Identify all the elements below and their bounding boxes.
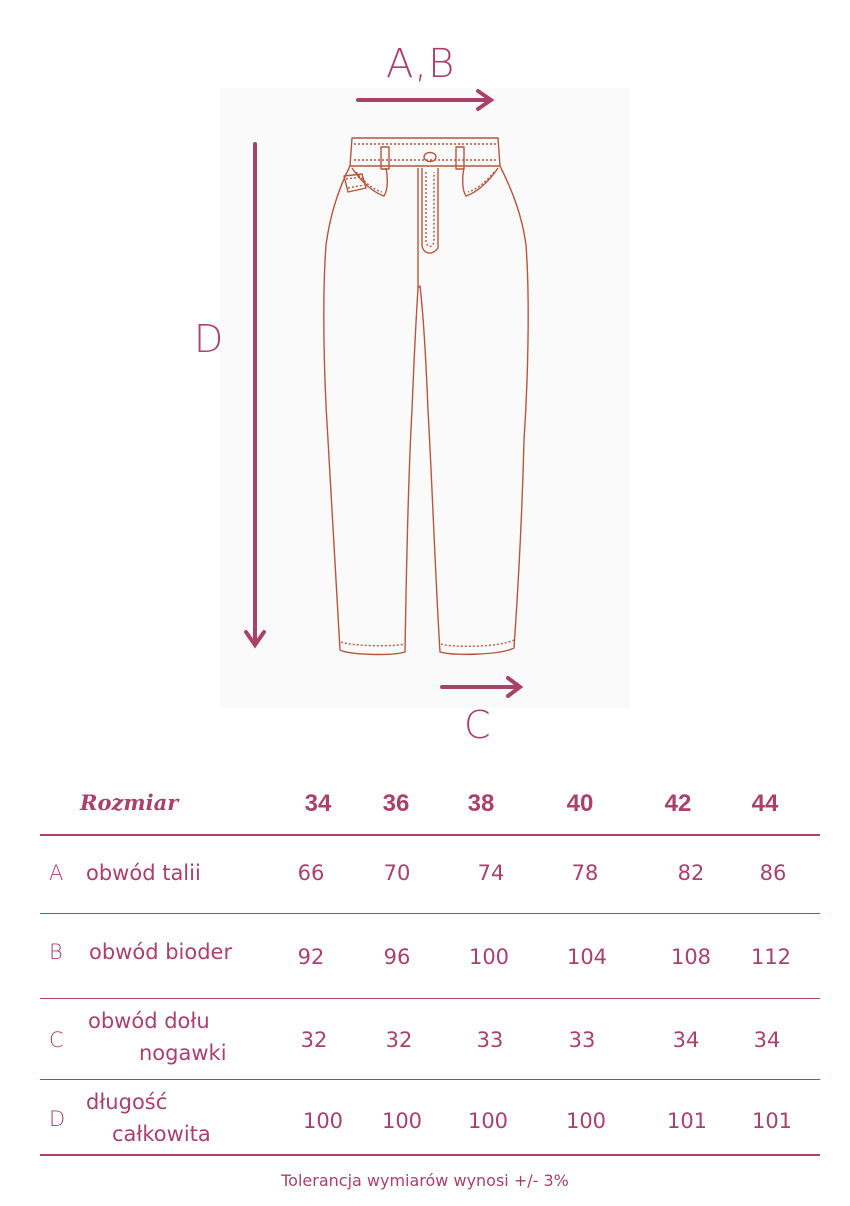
row-name: obwód bioder: [89, 940, 233, 964]
table-cell: 34: [753, 1028, 781, 1052]
row-letter: A: [49, 861, 64, 885]
tolerance-note: Tolerancja wymiarów wynosi +/- 3%: [281, 1171, 569, 1190]
diagram-backdrop: [220, 88, 630, 708]
table-cell: 82: [677, 861, 705, 885]
table-header-row: [40, 776, 820, 836]
row-divider: [40, 998, 820, 999]
table-cell: 108: [670, 945, 712, 969]
table-cell: 100: [381, 1109, 423, 1133]
row-name-line2: całkowita: [112, 1122, 211, 1146]
row-name: obwód talii: [86, 861, 201, 885]
table-cell: 70: [383, 861, 411, 885]
table-cell: 33: [568, 1028, 596, 1052]
table-bottom-rule: [40, 1154, 820, 1156]
table-cell: 78: [571, 861, 599, 885]
row-divider: [40, 913, 820, 914]
table-cell: 100: [565, 1109, 607, 1133]
table-cell: 100: [302, 1109, 344, 1133]
table-cell: 32: [300, 1028, 328, 1052]
header-divider: [40, 834, 820, 836]
table-cell: 100: [467, 1109, 509, 1133]
table-cell: 74: [477, 861, 505, 885]
label-ab: A,B: [386, 41, 456, 87]
table-cell: 86: [759, 861, 787, 885]
size-36: 36: [382, 790, 410, 817]
row-letter: D: [49, 1107, 66, 1131]
row-name-line2: nogawki: [139, 1041, 227, 1065]
row-name-line1: długość: [86, 1090, 168, 1114]
row-letter: C: [49, 1028, 64, 1052]
table-cell: 96: [383, 945, 411, 969]
size-header-label: Rozmiar: [80, 790, 179, 815]
table-cell: 92: [297, 945, 325, 969]
table-cell: 100: [468, 945, 510, 969]
label-c: C: [464, 703, 491, 747]
table-cell: 101: [751, 1109, 793, 1133]
size-34: 34: [304, 790, 332, 817]
size-42: 42: [664, 790, 692, 817]
size-44: 44: [751, 790, 779, 817]
row-letter: B: [49, 940, 63, 964]
size-38: 38: [467, 790, 495, 817]
size-table: [40, 776, 820, 1146]
row-name-line1: obwód dołu: [88, 1009, 210, 1033]
table-cell: 101: [666, 1109, 708, 1133]
table-cell: 112: [750, 945, 792, 969]
table-cell: 104: [566, 945, 608, 969]
table-cell: 66: [297, 861, 325, 885]
table-cell: 32: [385, 1028, 413, 1052]
row-divider: [40, 1079, 820, 1080]
table-cell: 34: [672, 1028, 700, 1052]
label-d: D: [194, 317, 224, 361]
size-40: 40: [566, 790, 594, 817]
table-cell: 33: [476, 1028, 504, 1052]
